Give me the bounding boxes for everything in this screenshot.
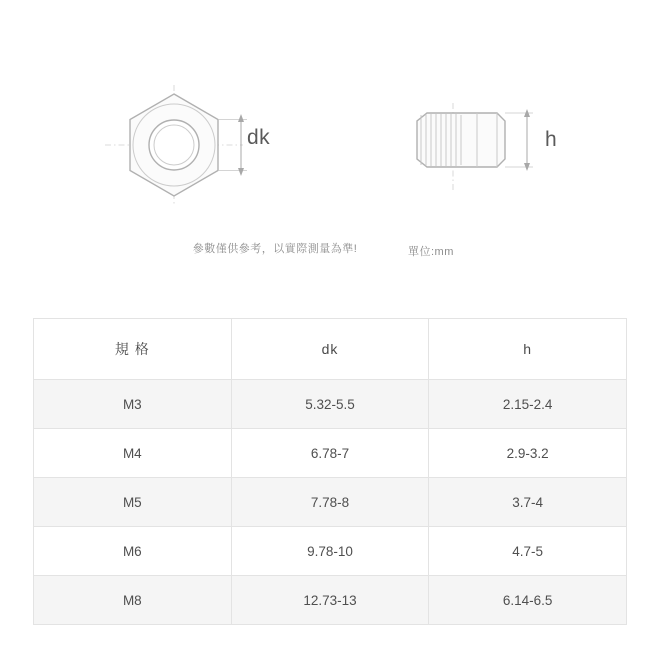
note-unit: 單位:mm [408,246,454,258]
specification-table [33,318,627,625]
table-row [34,380,627,429]
diagram-area [0,0,660,290]
hex-nut-front-view [95,80,270,210]
table-row [34,527,627,576]
label-dk: dk [247,126,271,149]
label-h: h [545,128,557,151]
cell-dk: 5.32-5.5 [231,380,429,429]
table-header [34,319,627,380]
cell-spec: M6 [34,527,232,576]
hex-nut-side-view [405,85,585,195]
cell-dk: 6.78-7 [231,429,429,478]
cell-h: 4.7-5 [429,527,627,576]
note-disclaimer: 參數僅供參考，以實際測量為準! [192,243,358,255]
header-spec: 規 格 [34,319,232,380]
cell-spec: M8 [34,576,232,625]
cell-h: 6.14-6.5 [429,576,627,625]
cell-h: 2.9-3.2 [429,429,627,478]
cell-spec: M3 [34,380,232,429]
arrow-down-icon [238,168,244,176]
cell-spec: M5 [34,478,232,527]
cell-h: 2.15-2.4 [429,380,627,429]
table-row [34,429,627,478]
thread-hole-inner [154,125,194,165]
table-row [34,478,627,527]
table-header-row [34,319,627,380]
header-h: h [429,319,627,380]
arrow-up-icon [238,114,244,122]
header-dk: dk [231,319,429,380]
cell-spec: M4 [34,429,232,478]
cell-h: 3.7-4 [429,478,627,527]
cell-dk: 12.73-13 [231,576,429,625]
cell-dk: 7.78-8 [231,478,429,527]
cell-dk: 9.78-10 [231,527,429,576]
table-row [34,576,627,625]
table-body [34,380,627,625]
